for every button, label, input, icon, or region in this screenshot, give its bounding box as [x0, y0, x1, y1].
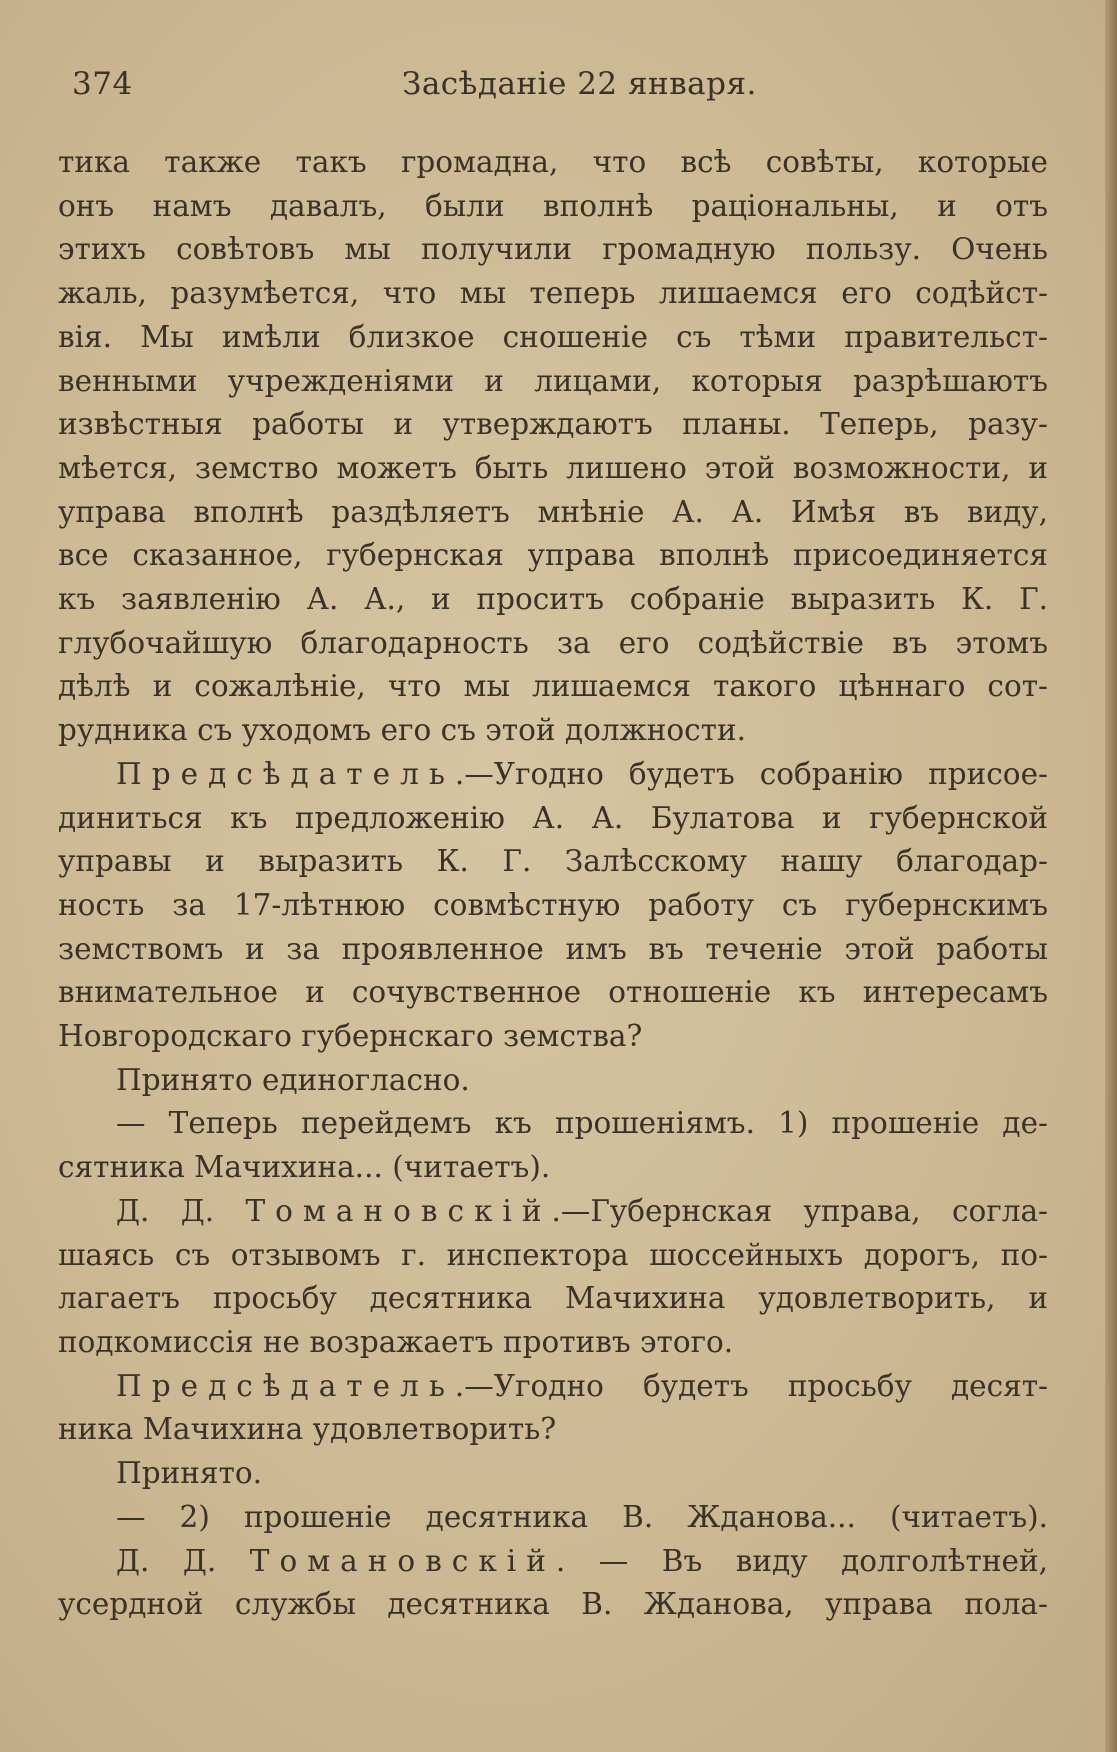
text-line: внимательное и сочувственное отношеніе къ интересамъ — [58, 975, 1048, 1010]
text-line: этихъ совѣтовъ мы получили громадную пользу. Очень — [58, 232, 1048, 267]
text-line: тика также такъ громадна, что всѣ совѣты, которые — [58, 145, 1048, 179]
text-line: ность за 17-лѣтнюю совмѣстную работу съ губернскимъ — [58, 887, 1048, 922]
text-line: — Теперь перейдемъ къ прошеніямъ. 1) прошеніе де- — [116, 1106, 1048, 1141]
speaker-name: Томановскій — [249, 1543, 556, 1578]
speaker-line: Д. Д. Томановскій. — Въ виду долголѣтней, — [116, 1543, 1048, 1578]
text-line: управа вполнѣ раздѣляетъ мнѣніе А. А. Имѣя въ виду, — [58, 494, 1048, 529]
text-line: рудника съ уходомъ его съ этой должности. — [58, 713, 747, 748]
text-line: лагаетъ просьбу десятника Мачихина удовлетворить, и — [58, 1281, 1048, 1316]
speaker-line: Предсѣдатель.—Угодно будетъ собранію присое- — [116, 756, 1048, 791]
text-line: все сказанное, губернская управа вполнѣ присоединяется — [58, 538, 1048, 573]
text-line: — 2) прошеніе десятника В. Жданова... (читаетъ). — [116, 1499, 1048, 1534]
page-number: 374 — [72, 66, 133, 102]
text-line: усердной службы десятника В. Жданова, управа пола- — [58, 1587, 1048, 1622]
text-line: мѣется, земство можетъ быть лишено этой возможности, и — [58, 450, 1048, 485]
text-line: дѣлѣ и сожалѣніе, что мы лишаемся такого цѣннаго сот- — [58, 669, 1048, 704]
speaker-name: Предсѣдатель — [116, 756, 455, 791]
speaker-name: Предсѣдатель — [116, 1368, 455, 1403]
text-line: венными учрежденіями и лицами, которыя разрѣшаютъ — [58, 363, 1048, 398]
text-line: вія. Мы имѣли близкое сношеніе съ тѣми правительст- — [58, 319, 1048, 354]
text-line: сятника Мачихина... (читаетъ). — [58, 1150, 551, 1185]
speaker-line: Предсѣдатель.—Угодно будетъ просьбу десят- — [116, 1368, 1048, 1403]
text-line: онъ намъ давалъ, были вполнѣ раціональны, и отъ — [58, 188, 1048, 223]
text-line: диниться къ предложенію А. А. Булатова и губернской — [58, 800, 1048, 835]
running-head — [72, 66, 1042, 106]
header-title: Засѣданіе 22 января. — [402, 66, 757, 102]
text-line: шаясь съ отзывомъ г. инспектора шоссейныхъ дорогъ, по- — [58, 1237, 1048, 1272]
text-line: извѣстныя работы и утверждаютъ планы. Теперь, разу- — [58, 407, 1048, 442]
body-text — [58, 141, 1048, 1627]
text-line: ника Мачихина удовлетворить? — [58, 1412, 557, 1447]
text-line: къ заявленію А. А., и проситъ собраніе выразить К. Г. — [58, 582, 1048, 617]
page-edge-shadow — [1105, 0, 1117, 1752]
text-line: жаль, разумѣется, что мы теперь лишаемся его содѣйст- — [58, 276, 1048, 311]
text-line: Принято единогласно. — [116, 1062, 470, 1097]
text-line: управы и выразить К. Г. Залѣсскому нашу благодар- — [58, 844, 1048, 879]
speaker-line: Д. Д. Томановскій.—Губернская управа, согла- — [116, 1193, 1048, 1228]
text-line: Новгородскаго губернскаго земства? — [58, 1019, 643, 1054]
speaker-name: Томановскій — [245, 1193, 552, 1228]
text-line: глубочайшую благодарность за его содѣйствіе въ этомъ — [58, 625, 1048, 660]
text-line: земствомъ и за проявленное имъ въ теченіе этой работы — [58, 931, 1048, 966]
text-line: Принято. — [116, 1456, 263, 1491]
text-line: подкомиссія не возражаетъ противъ этого. — [58, 1324, 734, 1359]
